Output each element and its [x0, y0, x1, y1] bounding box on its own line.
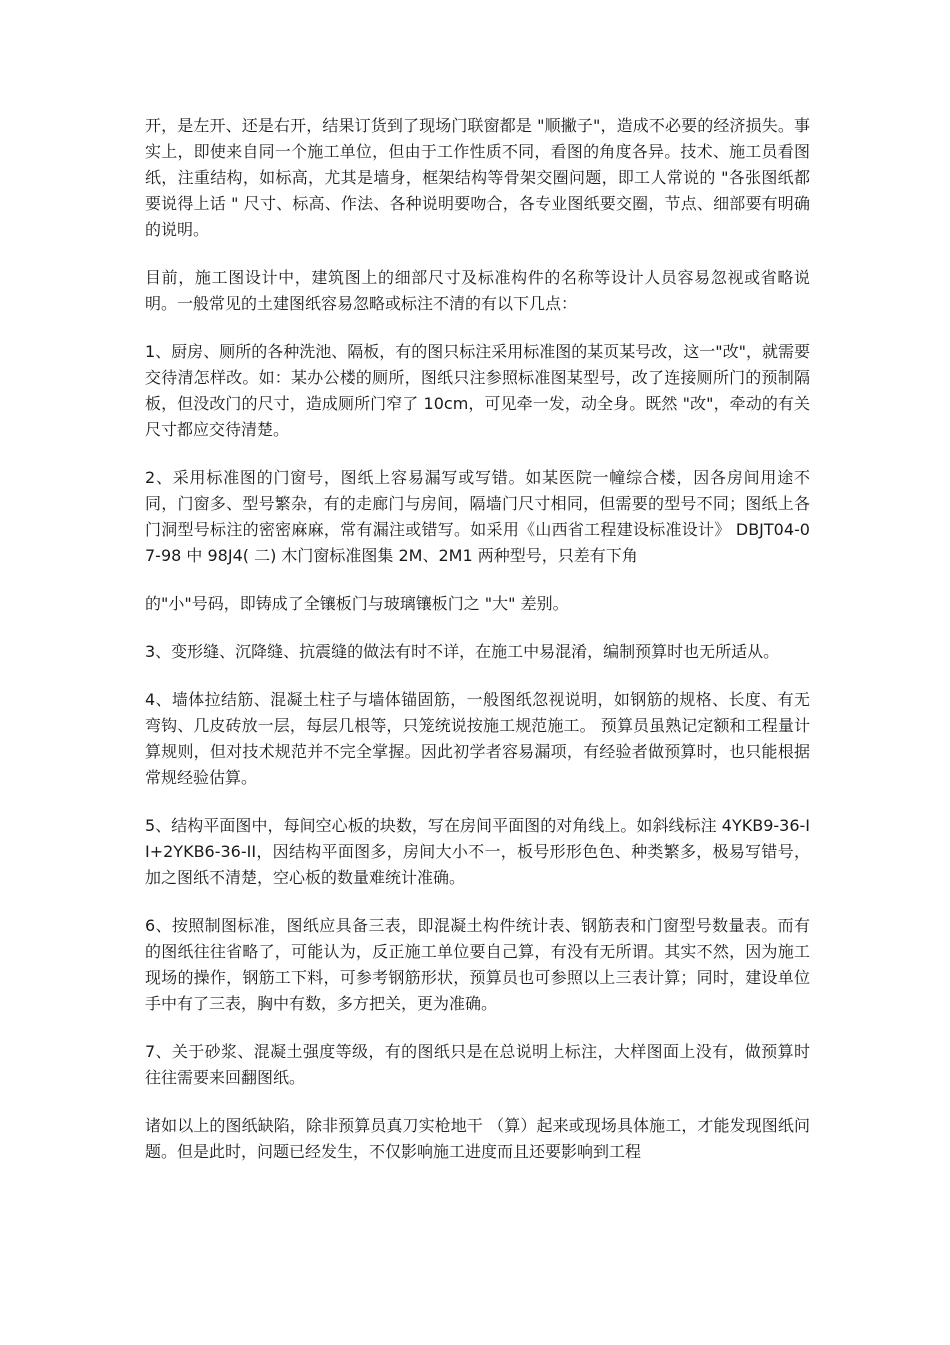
paragraph-item-1: 1、厨房、厕所的各种洗池、隔板，有的图只标注采用标准图的某页某号改，这一"改"，就需要交待清怎样改。如：某办公楼的厕所，图纸只注参照标准图某型号，改了连接厕所门的预制隔板，但没改门的尺寸，造成厕所门窄了 10cm，可见牵一发，动全身。既然 "改"，牵动的有关尺寸都应交待清楚。	[145, 342, 810, 439]
paragraph-item-2-continued: 的"小"号码，即铸成了全镶板门与玻璃镶板门之 "大" 差别。	[145, 594, 569, 613]
document-page	[145, 113, 810, 1179]
paragraph-item-2: 2、采用标准图的门窗号，图纸上容易漏写或写错。如某医院一幢综合楼，因各房间用途不同，门窗多、型号繁杂，有的走廊门与房间，隔墙门尺寸相同，但需要的型号不同；图纸上各门洞型号标注的密密麻麻，常有漏注或错写。如采用《山西省工程建设标准设计》 DBJT04-07-98 中 98J4( 二) 木门窗标准图集 2M、2M1 两种型号，只差有下角	[145, 468, 810, 565]
paragraph-2: 目前，施工图设计中，建筑图上的细部尺寸及标准构件的名称等设计人员容易忽视或省略说明。一般常见的土建图纸容易忽略或标注不清的有以下几点：	[145, 268, 810, 313]
paragraph-item-3: 3、变形缝、沉降缝、抗震缝的做法有时不详，在施工中易混淆，编制预算时也无所适从。	[145, 642, 780, 661]
paragraph-item-7: 7、关于砂浆、混凝土强度等级，有的图纸只是在总说明上标注，大样图面上没有，做预算时往往需要来回翻图纸。	[145, 1042, 810, 1087]
paragraph-item-5: 5、结构平面图中，每间空心板的块数，写在房间平面图的对角线上。如斜线标注 4YKB9-36-II+2YKB6-36-II，因结构平面图多，房间大小不一，板号形形色色、种类繁多，极易写错号，加之图纸不清楚，空心板的数量难统计准确。	[145, 816, 810, 887]
paragraph-conclusion: 诸如以上的图纸缺陷，除非预算员真刀实枪地干 （算）起来或现场具体施工，才能发现图纸问题。但是此时，问题已经发生，不仅影响施工进度而且还要影响到工程	[145, 1116, 810, 1161]
paragraph-item-4: 4、墙体拉结筋、混凝土柱子与墙体锚固筋，一般图纸忽视说明，如钢筋的规格、长度、有无弯钩、几皮砖放一层，每层几根等，只笼统说按施工规范施工。 预算员虽熟记定额和工程量计算规则，但对技术规范并不完全掌握。因此初学者容易漏项，有经验者做预算时，也只能根据常规经验估算。	[145, 690, 810, 787]
paragraph-item-6: 6、按照制图标准，图纸应具备三表，即混凝土构件统计表、钢筋表和门窗型号数量表。而有的图纸往往省略了，可能认为，反正施工单位要自己算，有没有无所谓。其实不然，因为施工现场的操作，钢筋工下料，可参考钢筋形状，预算员也可参照以上三表计算；同时，建设单位手中有了三表，胸中有数，多方把关，更为准确。	[145, 916, 810, 1013]
paragraph-1: 开，是左开、还是右开，结果订货到了现场门联窗都是 "顺撇子"，造成不必要的经济损失。事实上，即使来自同一个施工单位，但由于工作性质不同，看图的角度各异。技术、施工员看图纸，注重结构，如标高，尤其是墙身，框架结构等骨架交圈问题，即工人常说的 "各张图纸都要说得上话 " 尺寸、标高、作法、各种说明要吻合，各专业图纸要交圈，节点、细部要有明确的说明。	[145, 116, 810, 239]
